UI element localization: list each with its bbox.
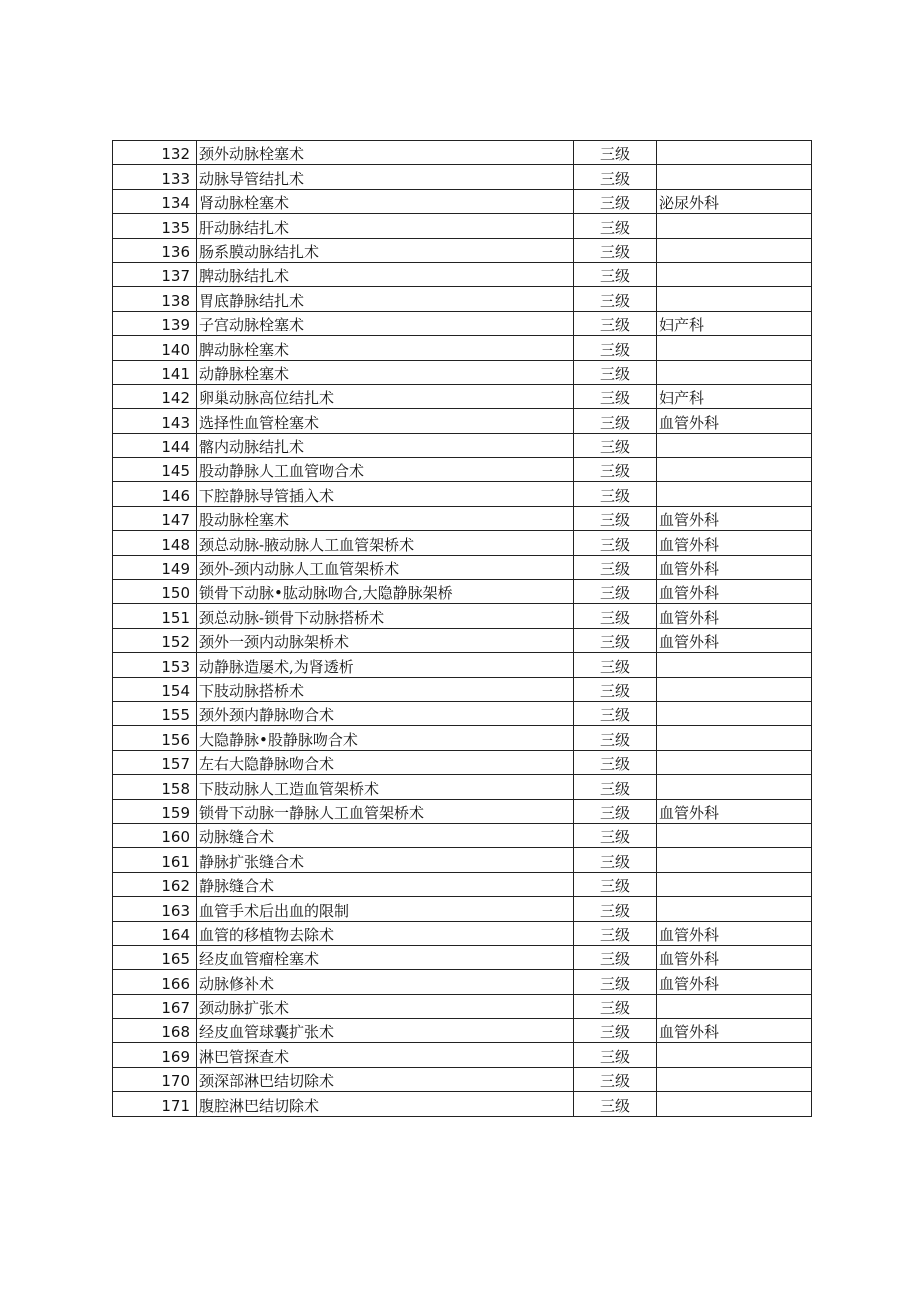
surgery-level-cell: 三级 — [574, 433, 657, 457]
row-number-cell: 143 — [113, 409, 197, 433]
table-row — [113, 897, 812, 921]
surgery-level-cell: 三级 — [574, 994, 657, 1018]
surgery-level-cell: 三级 — [574, 1067, 657, 1091]
surgery-level-cell: 三级 — [574, 214, 657, 238]
surgery-level-cell: 三级 — [574, 750, 657, 774]
table-row — [113, 458, 812, 482]
procedure-name-cell: 颈总动脉-腋动脉人工血管架桥术 — [197, 531, 574, 555]
row-number-cell: 132 — [113, 141, 197, 165]
table-row — [113, 555, 812, 579]
department-cell: 血管外科 — [657, 1019, 812, 1043]
surgery-list-table — [112, 140, 812, 1117]
table-row — [113, 506, 812, 530]
procedure-name-cell: 经皮血管球囊扩张术 — [197, 1019, 574, 1043]
row-number-cell: 167 — [113, 994, 197, 1018]
row-number-cell: 168 — [113, 1019, 197, 1043]
surgery-level-cell: 三级 — [574, 775, 657, 799]
procedure-name-cell: 下腔静脉导管插入术 — [197, 482, 574, 506]
department-cell — [657, 775, 812, 799]
procedure-name-cell: 肝动脉结扎术 — [197, 214, 574, 238]
row-number-cell: 161 — [113, 848, 197, 872]
surgery-level-cell: 三级 — [574, 1043, 657, 1067]
surgery-level-cell: 三级 — [574, 580, 657, 604]
department-cell — [657, 360, 812, 384]
procedure-name-cell: 颈总动脉-锁骨下动脉搭桥术 — [197, 604, 574, 628]
department-cell — [657, 1067, 812, 1091]
procedure-name-cell: 颈动脉扩张术 — [197, 994, 574, 1018]
procedure-name-cell: 经皮血管瘤栓塞术 — [197, 945, 574, 969]
row-number-cell: 137 — [113, 262, 197, 286]
row-number-cell: 169 — [113, 1043, 197, 1067]
department-cell: 血管外科 — [657, 970, 812, 994]
procedure-name-cell: 髂内动脉结扎术 — [197, 433, 574, 457]
surgery-level-cell: 三级 — [574, 921, 657, 945]
surgery-level-cell: 三级 — [574, 799, 657, 823]
row-number-cell: 162 — [113, 872, 197, 896]
table-row — [113, 214, 812, 238]
procedure-name-cell: 肾动脉栓塞术 — [197, 189, 574, 213]
procedure-name-cell: 血管手术后出血的限制 — [197, 897, 574, 921]
surgery-level-cell: 三级 — [574, 848, 657, 872]
procedure-name-cell: 左右大隐静脉吻合术 — [197, 750, 574, 774]
row-number-cell: 155 — [113, 701, 197, 725]
procedure-name-cell: 脾动脉栓塞术 — [197, 336, 574, 360]
department-cell — [657, 482, 812, 506]
department-cell: 血管外科 — [657, 580, 812, 604]
procedure-name-cell: 颈外动脉栓塞术 — [197, 141, 574, 165]
surgery-level-cell: 三级 — [574, 677, 657, 701]
department-cell — [657, 750, 812, 774]
procedure-name-cell: 颈外-颈内动脉人工血管架桥术 — [197, 555, 574, 579]
row-number-cell: 156 — [113, 726, 197, 750]
table-row — [113, 677, 812, 701]
row-number-cell: 135 — [113, 214, 197, 238]
department-cell: 妇产科 — [657, 311, 812, 335]
surgery-level-cell: 三级 — [574, 165, 657, 189]
surgery-level-cell: 三级 — [574, 506, 657, 530]
table-row — [113, 336, 812, 360]
table-row — [113, 823, 812, 847]
procedure-name-cell: 动脉导管结扎术 — [197, 165, 574, 189]
row-number-cell: 166 — [113, 970, 197, 994]
row-number-cell: 165 — [113, 945, 197, 969]
row-number-cell: 136 — [113, 238, 197, 262]
row-number-cell: 157 — [113, 750, 197, 774]
procedure-name-cell: 动静脉造屡术,为肾透析 — [197, 653, 574, 677]
surgery-level-cell: 三级 — [574, 653, 657, 677]
surgery-level-cell: 三级 — [574, 311, 657, 335]
surgery-level-cell: 三级 — [574, 458, 657, 482]
department-cell — [657, 823, 812, 847]
procedure-name-cell: 锁骨下动脉一静脉人工血管架桥术 — [197, 799, 574, 823]
procedure-name-cell: 腹腔淋巴结切除术 — [197, 1092, 574, 1116]
surgery-level-cell: 三级 — [574, 409, 657, 433]
table-row — [113, 311, 812, 335]
row-number-cell: 153 — [113, 653, 197, 677]
surgery-level-cell: 三级 — [574, 897, 657, 921]
table-row — [113, 189, 812, 213]
row-number-cell: 164 — [113, 921, 197, 945]
row-number-cell: 170 — [113, 1067, 197, 1091]
table-row — [113, 775, 812, 799]
department-cell — [657, 458, 812, 482]
table-row — [113, 604, 812, 628]
department-cell — [657, 336, 812, 360]
table-row — [113, 141, 812, 165]
department-cell: 血管外科 — [657, 409, 812, 433]
table-row — [113, 945, 812, 969]
department-cell — [657, 897, 812, 921]
procedure-name-cell: 子宫动脉栓塞术 — [197, 311, 574, 335]
row-number-cell: 159 — [113, 799, 197, 823]
surgery-level-cell: 三级 — [574, 360, 657, 384]
procedure-name-cell: 静脉扩张缝合术 — [197, 848, 574, 872]
surgery-level-cell: 三级 — [574, 262, 657, 286]
department-cell — [657, 165, 812, 189]
row-number-cell: 152 — [113, 628, 197, 652]
procedure-name-cell: 颈深部淋巴结切除术 — [197, 1067, 574, 1091]
table-row — [113, 287, 812, 311]
row-number-cell: 171 — [113, 1092, 197, 1116]
table-row — [113, 1043, 812, 1067]
row-number-cell: 138 — [113, 287, 197, 311]
table-row — [113, 921, 812, 945]
department-cell — [657, 848, 812, 872]
surgery-level-cell: 三级 — [574, 701, 657, 725]
surgery-level-cell: 三级 — [574, 970, 657, 994]
department-cell: 血管外科 — [657, 945, 812, 969]
surgery-level-cell: 三级 — [574, 287, 657, 311]
table-row — [113, 360, 812, 384]
procedure-name-cell: 肠系膜动脉结扎术 — [197, 238, 574, 262]
department-cell — [657, 677, 812, 701]
department-cell: 血管外科 — [657, 555, 812, 579]
table-row — [113, 384, 812, 408]
department-cell — [657, 994, 812, 1018]
procedure-name-cell: 动静脉栓塞术 — [197, 360, 574, 384]
department-cell: 血管外科 — [657, 628, 812, 652]
department-cell — [657, 1092, 812, 1116]
row-number-cell: 133 — [113, 165, 197, 189]
surgery-level-cell: 三级 — [574, 945, 657, 969]
department-cell — [657, 262, 812, 286]
table-row — [113, 750, 812, 774]
department-cell — [657, 872, 812, 896]
surgery-level-cell: 三级 — [574, 1092, 657, 1116]
table-row — [113, 994, 812, 1018]
procedure-name-cell: 颈外一颈内动脉架桥术 — [197, 628, 574, 652]
surgery-level-cell: 三级 — [574, 555, 657, 579]
procedure-name-cell: 动脉缝合术 — [197, 823, 574, 847]
department-cell: 血管外科 — [657, 531, 812, 555]
row-number-cell: 163 — [113, 897, 197, 921]
table-row — [113, 701, 812, 725]
surgery-level-cell: 三级 — [574, 141, 657, 165]
row-number-cell: 139 — [113, 311, 197, 335]
department-cell — [657, 1043, 812, 1067]
procedure-name-cell: 选择性血管栓塞术 — [197, 409, 574, 433]
department-cell — [657, 653, 812, 677]
department-cell: 血管外科 — [657, 506, 812, 530]
department-cell: 血管外科 — [657, 921, 812, 945]
department-cell — [657, 433, 812, 457]
table-row — [113, 799, 812, 823]
procedure-name-cell: 动脉修补术 — [197, 970, 574, 994]
procedure-name-cell: 锁骨下动脉•肱动脉吻合,大隐静脉架桥 — [197, 580, 574, 604]
table-row — [113, 653, 812, 677]
row-number-cell: 142 — [113, 384, 197, 408]
row-number-cell: 145 — [113, 458, 197, 482]
surgery-level-cell: 三级 — [574, 604, 657, 628]
row-number-cell: 158 — [113, 775, 197, 799]
row-number-cell: 150 — [113, 580, 197, 604]
department-cell — [657, 287, 812, 311]
surgery-level-cell: 三级 — [574, 531, 657, 555]
surgery-level-cell: 三级 — [574, 482, 657, 506]
procedure-name-cell: 股动脉栓塞术 — [197, 506, 574, 530]
department-cell — [657, 726, 812, 750]
table-row — [113, 1092, 812, 1116]
department-cell: 泌尿外科 — [657, 189, 812, 213]
department-cell — [657, 701, 812, 725]
row-number-cell: 151 — [113, 604, 197, 628]
table-row — [113, 872, 812, 896]
row-number-cell: 140 — [113, 336, 197, 360]
procedure-name-cell: 颈外颈内静脉吻合术 — [197, 701, 574, 725]
procedure-name-cell: 脾动脉结扎术 — [197, 262, 574, 286]
row-number-cell: 144 — [113, 433, 197, 457]
row-number-cell: 146 — [113, 482, 197, 506]
procedure-name-cell: 下肢动脉人工造血管架桥术 — [197, 775, 574, 799]
surgery-level-cell: 三级 — [574, 628, 657, 652]
table-row — [113, 482, 812, 506]
procedure-name-cell: 静脉缝合术 — [197, 872, 574, 896]
table-row — [113, 1019, 812, 1043]
row-number-cell: 148 — [113, 531, 197, 555]
surgery-level-cell: 三级 — [574, 384, 657, 408]
department-cell: 血管外科 — [657, 799, 812, 823]
table-row — [113, 726, 812, 750]
table-row — [113, 165, 812, 189]
table-row — [113, 970, 812, 994]
table-row — [113, 580, 812, 604]
procedure-name-cell: 血管的移植物去除术 — [197, 921, 574, 945]
procedure-name-cell: 股动静脉人工血管吻合术 — [197, 458, 574, 482]
procedure-name-cell: 胃底静脉结扎术 — [197, 287, 574, 311]
department-cell — [657, 238, 812, 262]
surgery-level-cell: 三级 — [574, 726, 657, 750]
row-number-cell: 134 — [113, 189, 197, 213]
procedure-name-cell: 卵巢动脉高位结扎术 — [197, 384, 574, 408]
table-row — [113, 628, 812, 652]
department-cell — [657, 214, 812, 238]
table-row — [113, 848, 812, 872]
row-number-cell: 149 — [113, 555, 197, 579]
row-number-cell: 160 — [113, 823, 197, 847]
row-number-cell: 154 — [113, 677, 197, 701]
table-row — [113, 238, 812, 262]
surgery-level-cell: 三级 — [574, 336, 657, 360]
row-number-cell: 141 — [113, 360, 197, 384]
surgery-level-cell: 三级 — [574, 823, 657, 847]
table-row — [113, 1067, 812, 1091]
table-row — [113, 531, 812, 555]
surgery-level-cell: 三级 — [574, 872, 657, 896]
table-row — [113, 262, 812, 286]
department-cell: 血管外科 — [657, 604, 812, 628]
procedure-name-cell: 下肢动脉搭桥术 — [197, 677, 574, 701]
row-number-cell: 147 — [113, 506, 197, 530]
department-cell: 妇产科 — [657, 384, 812, 408]
surgery-level-cell: 三级 — [574, 1019, 657, 1043]
surgery-level-cell: 三级 — [574, 238, 657, 262]
table-body — [113, 141, 812, 1117]
procedure-name-cell: 大隐静脉•股静脉吻合术 — [197, 726, 574, 750]
table-row — [113, 433, 812, 457]
procedure-name-cell: 淋巴管探查术 — [197, 1043, 574, 1067]
department-cell — [657, 141, 812, 165]
table-row — [113, 409, 812, 433]
surgery-level-cell: 三级 — [574, 189, 657, 213]
